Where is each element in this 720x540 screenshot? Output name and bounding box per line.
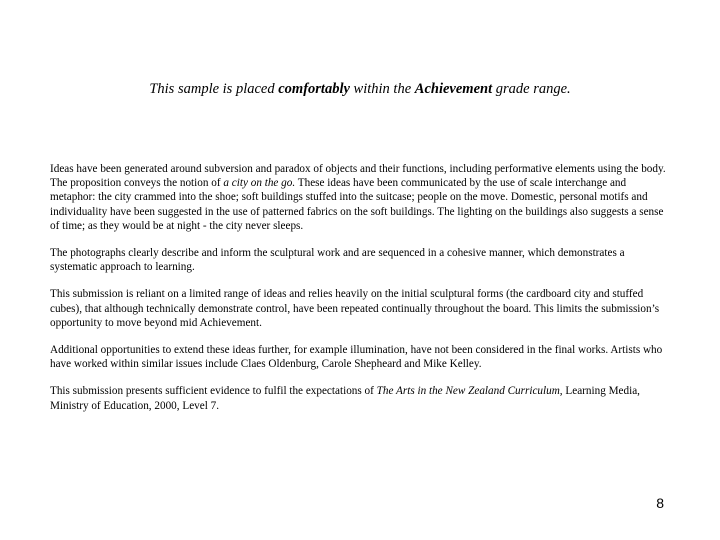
paragraph-evidence-text-2: Learning Media, Ministry of Education, 2000, Level 7. [50, 385, 640, 412]
paragraph-ideas-text-2: These ideas have been communicated by the use of scale interchange and metaphor: the city crammed into the shoe; soft buildings stuffed into the suitcase; people on the move. Domestic, personal motifs and individuality have been suggested in the use of patterned fabrics on the soft buildings. The lighting on the buildings also suggests a sense of time; as they would be at night - the city never sleeps. [50, 177, 664, 232]
heading-emphasis-comfortably: comfortably [278, 81, 350, 97]
page-number: 8 [656, 495, 664, 511]
paragraph-ideas-italic: a city on the go. [223, 177, 296, 190]
paragraph-evidence [50, 384, 670, 412]
paragraph-additional-opportunities: Additional opportunities to extend these ideas further, for example illumination, have not been considered in the final works. Artists who have worked within similar issues include Claes Oldenburg, Carole Shepheard and Mike Kelley. [50, 344, 663, 371]
body-text [50, 162, 670, 426]
slide-heading [0, 80, 720, 98]
paragraph-photographs: The photographs clearly describe and inform the sculptural work and are sequenced in a cohesive manner, which demonstrates a systematic approach to learning. [50, 247, 625, 274]
paragraph-submission-reliant: This submission is reliant on a limited range of ideas and relies heavily on the initial sculptural forms (the cardboard city and stuffed cubes), that although technically demonstrate control, have been repeated continually throughout the board. This limits the submission’s opportunity to move beyond mid Achievement. [50, 288, 660, 329]
heading-text-1: This sample is placed [149, 81, 279, 97]
paragraph-evidence-text-1: This submission presents sufficient evidence to fulfil the expectations of [50, 385, 377, 398]
paragraph-evidence-italic: The Arts in the New Zealand Curriculum, [376, 385, 563, 398]
heading-text-3: grade range. [492, 81, 571, 97]
heading-text-2: within the [349, 81, 415, 97]
paragraph-ideas-text-1: Ideas have been generated around subversion and paradox of objects and their functions, including performative elements using the body. The proposition conveys the notion of [50, 163, 666, 190]
heading-emphasis-achievement: Achievement [414, 81, 493, 97]
paragraph-ideas [50, 162, 670, 233]
